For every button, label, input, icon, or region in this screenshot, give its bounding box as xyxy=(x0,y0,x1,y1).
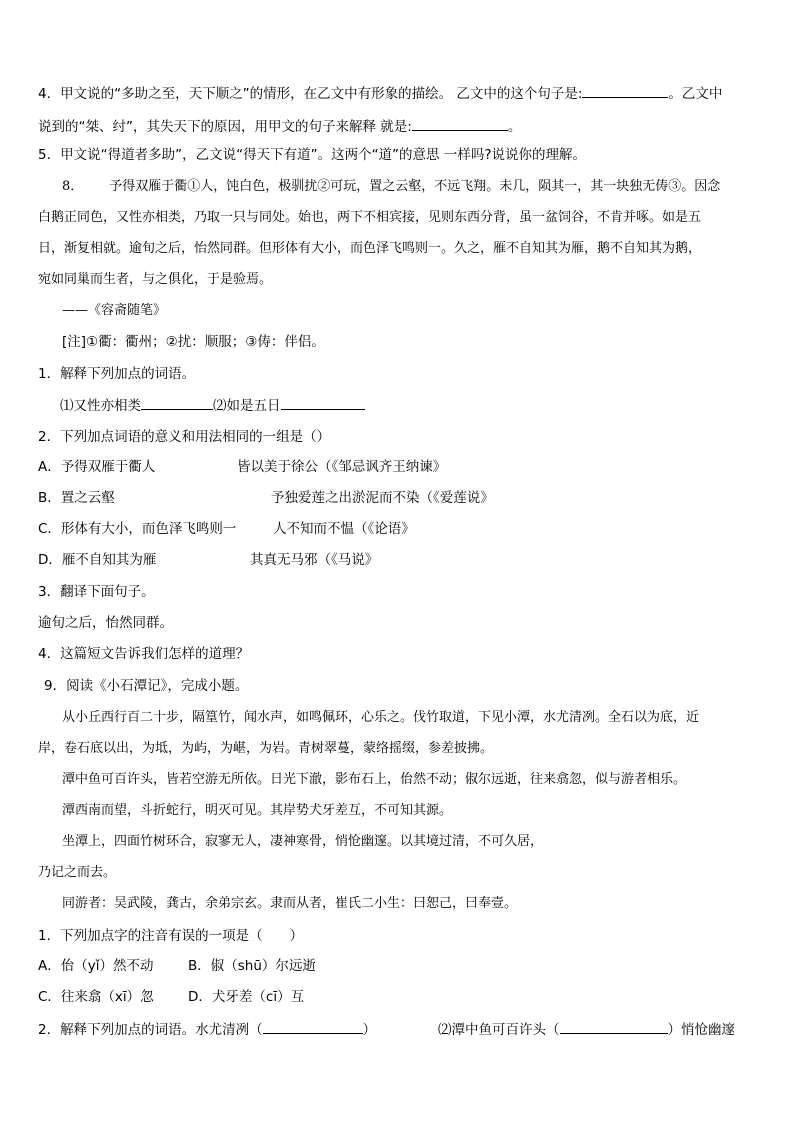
answer-blank[interactable] xyxy=(582,83,668,98)
p8-q1-item-2: ⑵如是五日 xyxy=(213,398,281,414)
p8-q1-item-1: ⑴又性亦相类 xyxy=(60,398,141,414)
option-a-left: A．予得双雁于衢人 xyxy=(38,459,156,475)
p9-q1-option-c: C．往来翕（xī）忽 xyxy=(38,989,154,1005)
passage-9-line-4: 潭西南而望，斗折蛇行，明灭可见。其岸势犬牙差互，不可知其源。 xyxy=(62,803,453,818)
passage-9-line-6: 乃记之而去。 xyxy=(38,865,117,880)
answer-blank[interactable] xyxy=(281,395,365,410)
p9-q1-option-a: A．佁（yǐ）然不动 xyxy=(38,958,154,974)
p8-q2-option-d xyxy=(38,551,156,569)
passage-8-line-1 xyxy=(62,178,720,196)
option-c-left: C．形体有大小，而色泽飞鸣则一 xyxy=(38,521,237,537)
q4-line-1-tail: 。乙文中 xyxy=(668,86,723,102)
q4-line-2-text: 说到的“桀、纣”，其失天下的原因，用甲文的句子来解释 就是: xyxy=(38,119,412,135)
p9-q2-text: 2．解释下列加点的词语。水尤清冽（ xyxy=(38,1022,263,1038)
q4-line-2-tail: 。 xyxy=(507,119,522,135)
q4-line-1 xyxy=(38,83,722,103)
answer-blank[interactable] xyxy=(560,1019,668,1034)
p8-q1-items xyxy=(60,395,365,415)
p8-q2-option-b-right: 予独爱莲之出淤泥而不染（《爱莲说》 xyxy=(271,490,494,506)
p9-q1-option-b: B．俶（shū）尔远逝 xyxy=(188,958,316,974)
p8-q2-option-c-right: 人不知而不愠（《论语》 xyxy=(273,521,415,537)
answer-blank[interactable] xyxy=(141,395,213,410)
passage-8-note: [注]①衢：衢州；②扰：顺服；③俦：伴侣。 xyxy=(62,334,325,350)
p8-q1: 1．解释下列加点的词语。 xyxy=(38,366,196,382)
p9-q2-item-2: ⑵潭中鱼可百许头（ xyxy=(438,1022,560,1038)
answer-blank[interactable] xyxy=(263,1019,363,1034)
q5-question: 5．甲文说“得道者多助”，乙文说“得天下有道”。这两个“道”的意思 一样吗?说说你的理解。 xyxy=(38,147,587,163)
passage-text: 予得双雁于衢①人，饨白色，极驯扰②可玩，置之云壑，不远飞翔。未几，陨其一，其一块独无俦③。因念 xyxy=(109,179,721,194)
p8-q4: 4．这篇短文告诉我们怎样的道理？ xyxy=(38,646,250,662)
p8-q2-option-c xyxy=(38,520,236,538)
p8-q3: 3．翻译下面句子。 xyxy=(38,584,155,600)
p8-q2-option-a xyxy=(38,458,155,476)
p9-q2-part-1 xyxy=(38,1019,376,1039)
passage-8-source: ——《容斋随笔》 xyxy=(62,303,167,318)
p8-q2-option-a-right: 皆以美于徐公（《邹忌讽齐王纳谏》 xyxy=(237,459,447,475)
option-d-left: D．雁不自知其为雁 xyxy=(38,552,157,568)
passage-9-title: 9．阅读《小石潭记》，完成小题。 xyxy=(44,678,249,694)
p9-q1: 1．下列加点字的注音有误的一项是（ ） xyxy=(38,928,304,944)
passage-8-line-3: 日，渐复相就。逾旬之后，怡然同群。但形体有大小，而色泽飞鸣则一。久之，雁不自知其为雁，鹅不自知其为鹅， xyxy=(38,241,702,256)
passage-9-line-3: 潭中鱼可百许头，皆若空游无所依。日光下澈，影布石上，佁然不动；俶尔远逝，往来翕忽，似与游者相乐。 xyxy=(62,772,687,787)
p8-q2-option-b xyxy=(38,489,115,507)
passage-9-line-1: 从小丘西行百二十步，隔篁竹，闻水声，如鸣佩环，心乐之。伐竹取道，下见小潭，水尤清冽。全石以为底，近 xyxy=(62,710,700,725)
p9-q2-close: ） xyxy=(362,1022,377,1038)
q4-line-1-text: 4．甲文说的“多助之至，天下顺之”的情形，在乙文中有形象的描绘。 乙文中的这个句子是: xyxy=(38,86,583,102)
passage-8-line-2: 白鹅正同色，又性亦相类，乃取一只与同处。始也，两下不相宾接，见则东西分背，虽一盆饲谷，不肯并啄。如是五 xyxy=(38,210,702,225)
p8-q3-sentence: 逾旬之后，怡然同群。 xyxy=(38,615,173,631)
p9-q1-option-d: D．犬牙差（cī）互 xyxy=(188,989,305,1005)
answer-blank[interactable] xyxy=(412,116,508,131)
option-b-left: B．置之云壑 xyxy=(38,490,115,506)
passage-9-line-5: 坐潭上，四面竹树环合，寂寥无人，凄神寒骨，悄怆幽邃。以其境过清，不可久居， xyxy=(62,834,544,849)
passage-8-line-4: 宛如同巢而生者，与之俱化，于是验焉。 xyxy=(38,272,273,287)
p8-q2-option-d-right: 其真无马邪（《马说》 xyxy=(250,552,379,568)
p9-q2-part-2 xyxy=(438,1019,735,1039)
p8-q2: 2．下列加点词语的意义和用法相同的一组是（） xyxy=(38,429,331,445)
passage-9-line-7: 同游者：吴武陵，龚古，余弟宗玄。隶而从者，崔氏二小生：曰恕己，曰奉壹。 xyxy=(62,896,518,911)
p9-q2-tail: ）悄怆幽邃 xyxy=(667,1022,735,1038)
passage-number: 8． xyxy=(62,179,84,194)
q4-line-2 xyxy=(38,116,521,136)
passage-9-line-2: 岸，卷石底以出，为坻，为屿，为嵁，为岩。青树翠蔓，蒙络摇缀，参差披拂。 xyxy=(38,741,494,756)
